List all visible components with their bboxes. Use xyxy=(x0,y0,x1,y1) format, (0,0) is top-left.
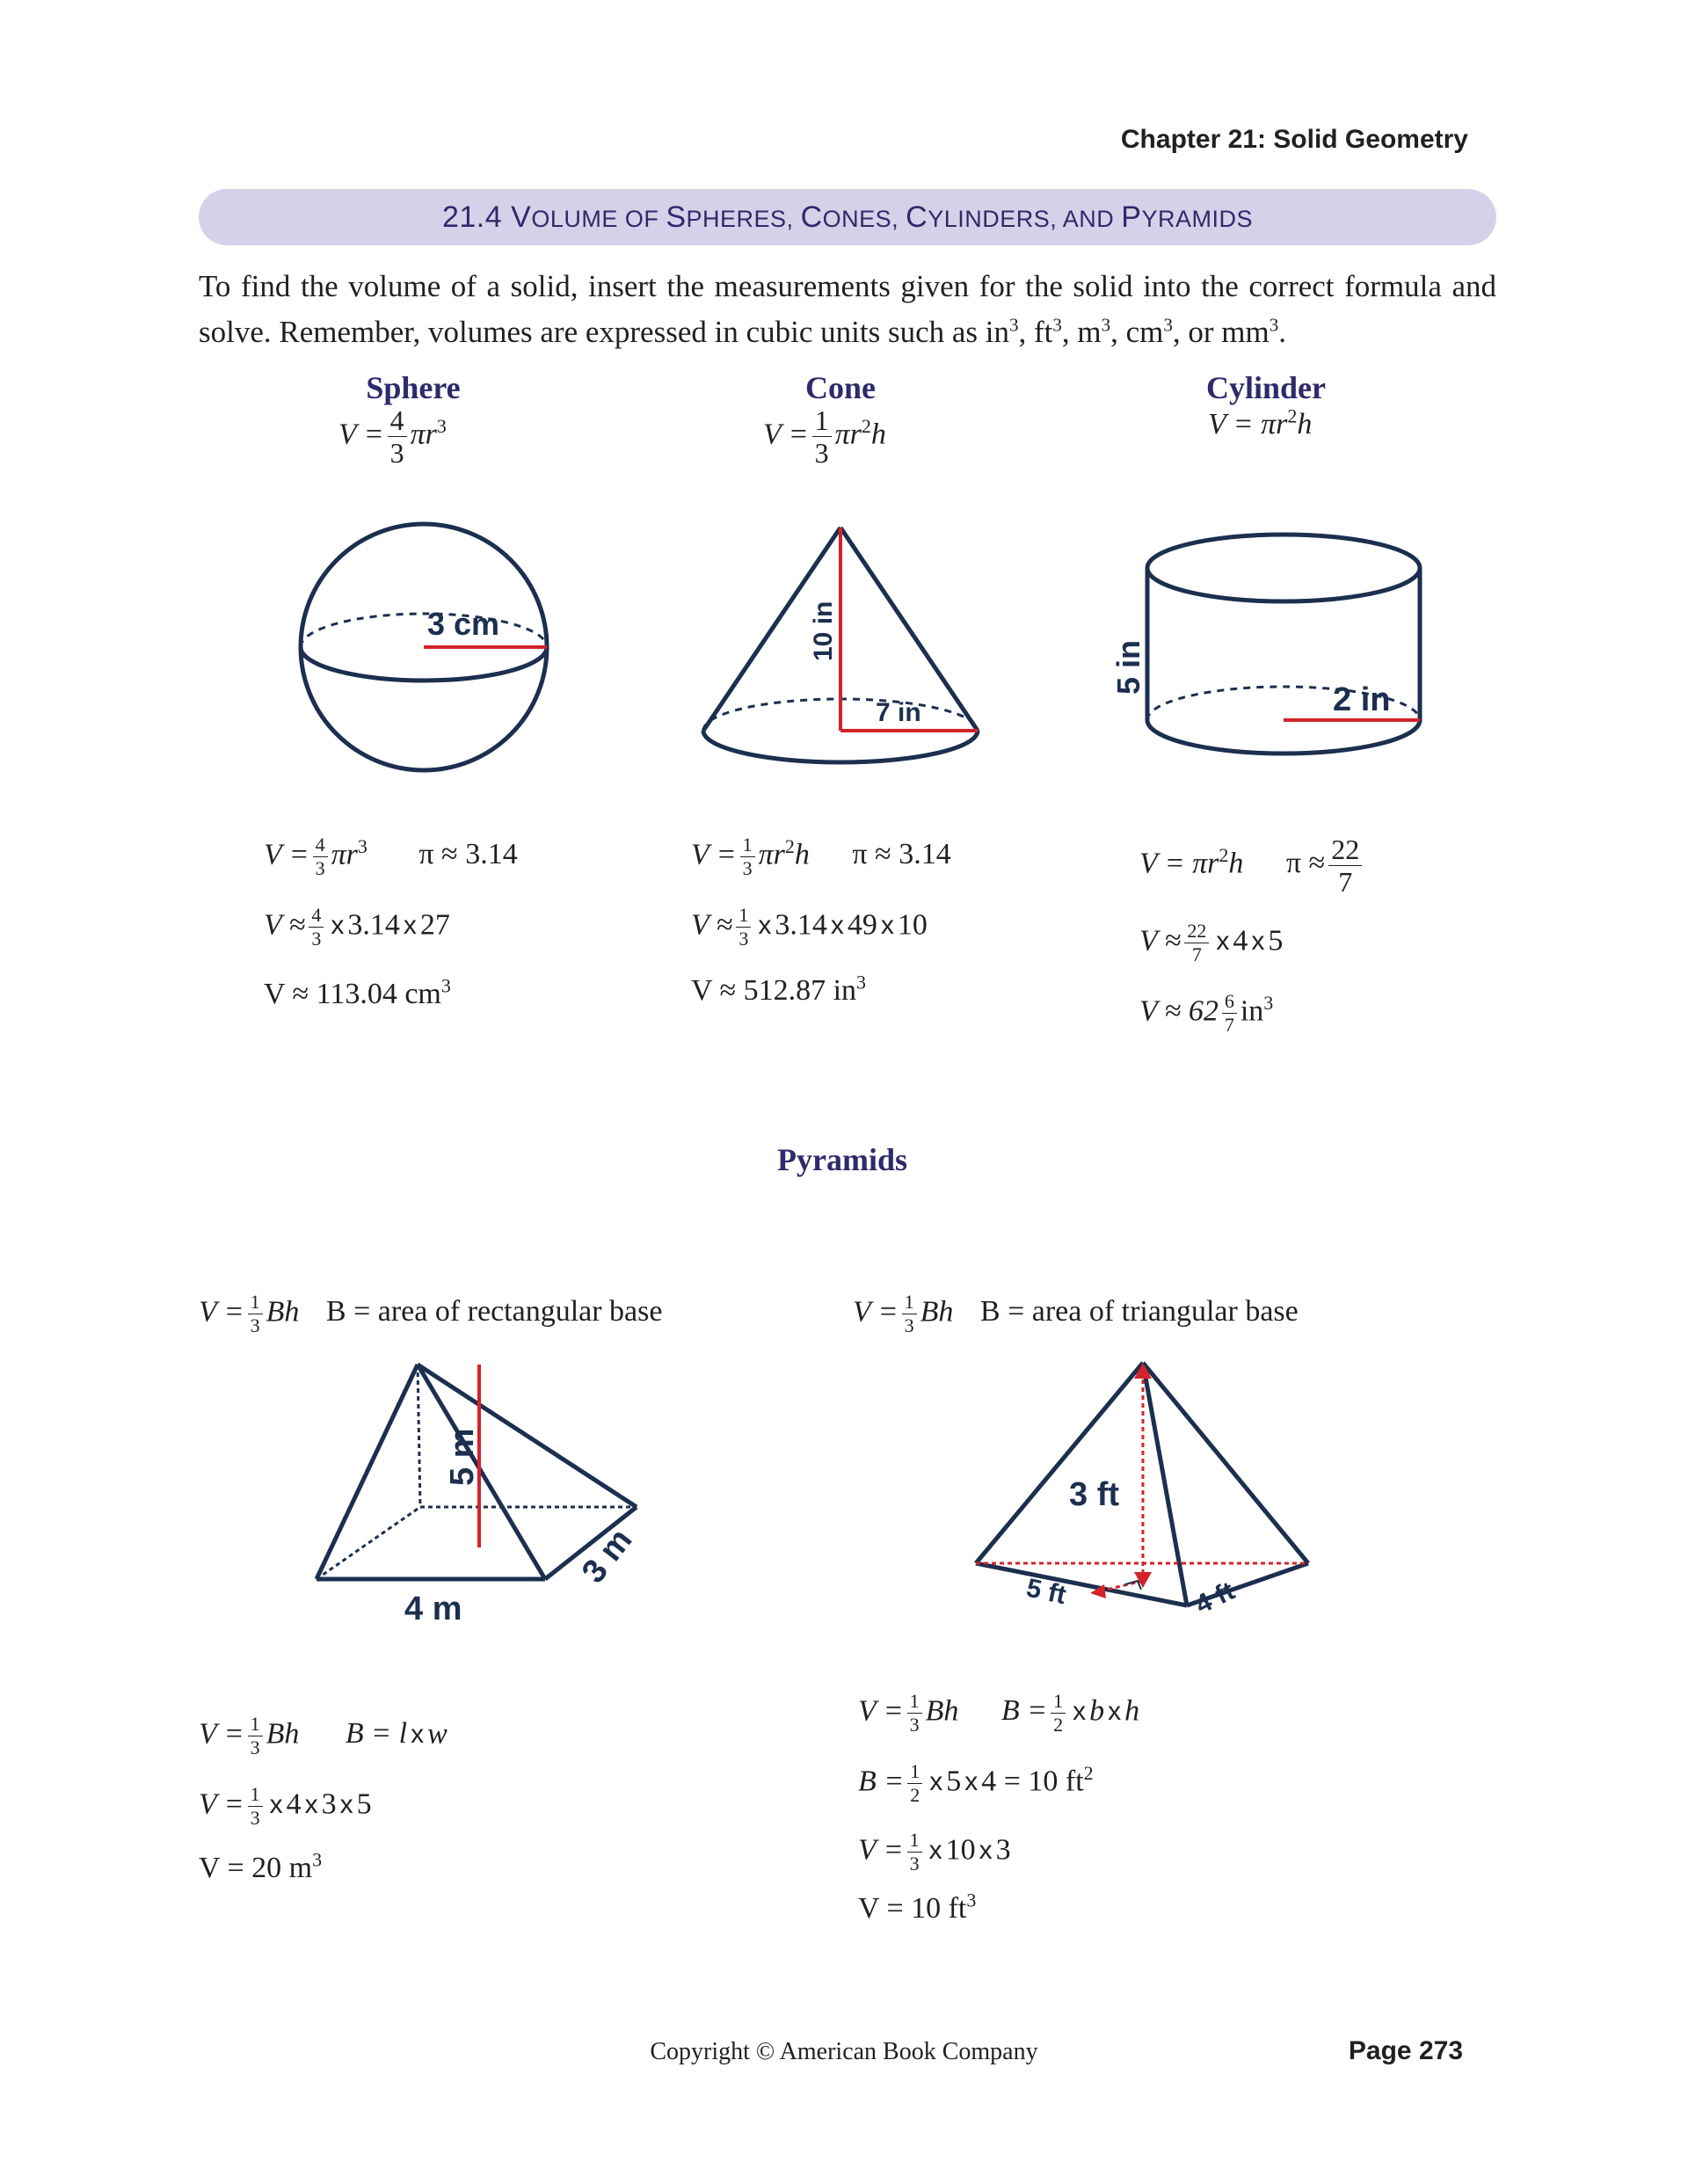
rect-work-line1: V = $\frac{1}{3}$ Bh B = l x w xyxy=(199,1713,447,1758)
section-title: 21.4 VOLUME OF SPHERES, CONES, CYLINDERS, AND PYRAMIDS xyxy=(441,200,1253,234)
tri-work-line4: V = 10 $ft^3$ xyxy=(858,1889,977,1925)
cylinder-radius-label: 2 in xyxy=(1333,681,1391,718)
cylinder-work-line3: V ≈ 62 $\frac{6}{7}$ $in^3$ xyxy=(1139,990,1274,1036)
cone-heading: Cone xyxy=(805,370,876,405)
tri-work-line1: V = $\frac{1}{3}$ Bh B = $\frac{1}{2}$ x b x h xyxy=(858,1690,1140,1736)
page-number: Page 273 xyxy=(1348,2036,1463,2065)
cylinder-formula: $V = \pi r^2h$ xyxy=(1208,404,1313,440)
sphere-work-line2: V ≈ $\frac{4}{3}$ x 3.14 x 27 xyxy=(264,904,450,950)
sphere-formula: V = $\frac{4}{3}$ $\pi r^3$ xyxy=(338,404,447,469)
cone-formula: V = $\frac{1}{3}$ $\pi r^2h$ xyxy=(763,404,886,469)
cylinder-work-line2: V ≈ $\frac{22}{7}$ x 4 x 5 xyxy=(1139,920,1284,965)
tri-work-line3: V = $\frac{1}{3}$ x 10 x 3 xyxy=(858,1829,1011,1875)
rect-pyramid-height-label: 5 m xyxy=(444,1428,481,1486)
rect-pyramid-depth-label: 3 m xyxy=(574,1522,640,1591)
rect-pyramid-formula: V = $\frac{1}{3}$ Bh B = area of rectangular base xyxy=(199,1291,663,1336)
tri-pyramid-figure xyxy=(967,1345,1336,1635)
tri-pyramid-base-label: 5 ft xyxy=(1023,1573,1069,1611)
cone-work-line3: V ≈ 512.87 $in^3$ xyxy=(691,971,867,1007)
tri-work-line2: B = $\frac{1}{2}$ x 5 x 4 = 10 $ft^2$ xyxy=(858,1760,1094,1806)
tri-pyramid-side-label: 4 ft xyxy=(1190,1576,1240,1620)
sphere-work-line1: V = $\frac{4}{3}$ $\pi r^3$ π ≈ 3.14 xyxy=(264,834,518,879)
rect-pyramid-width-label: 4 m xyxy=(404,1591,462,1627)
cone-work-line1: V = $\frac{1}{3}$ $\pi r^2h$ π ≈ 3.14 xyxy=(691,834,951,879)
cylinder-work-line1: $V = \pi r^2h$ π ≈ $\frac{22}{7}$ xyxy=(1139,835,1365,896)
cone-work-line2: V ≈ $\frac{1}{3}$ x 3.14 x 49 x 10 xyxy=(691,904,928,950)
cone-figure xyxy=(700,521,999,784)
pyramids-heading: Pyramids xyxy=(777,1142,907,1177)
tri-pyramid-formula: V = $\frac{1}{3}$ Bh B = area of triangular base xyxy=(853,1291,1299,1336)
sphere-figure xyxy=(281,519,563,809)
sphere-radius-label: 3 cm xyxy=(427,606,500,642)
cylinder-figure xyxy=(1110,528,1442,791)
sphere-heading: Sphere xyxy=(366,370,461,405)
cylinder-heading: Cylinder xyxy=(1205,370,1326,405)
tri-pyramid-height-label: 3 ft xyxy=(1069,1476,1119,1513)
rect-work-line2: V = $\frac{1}{3}$ x 4 x 3 x 5 xyxy=(199,1783,372,1829)
cone-height-label: 10 in xyxy=(809,601,838,661)
sphere-work-line3: V ≈ 113.04 $cm^3$ xyxy=(264,974,451,1010)
chapter-header: Chapter 21: Solid Geometry xyxy=(1120,125,1468,154)
cylinder-height-label: 5 in xyxy=(1110,639,1146,695)
cone-radius-label: 7 in xyxy=(876,698,921,727)
rect-pyramid-figure xyxy=(299,1336,668,1635)
copyright-footer: Copyright © American Book Company xyxy=(650,2038,1038,2065)
rect-work-line3: V = 20 $m^3$ xyxy=(199,1848,323,1884)
intro-paragraph: To find the volume of a solid, insert the measurements given for the solid into the correct formula and solve. Remember, volumes are expressed in cubic units such as $in^3$, $ft^3$, $m^3$, $cm^3$, or $mm^3$. xyxy=(199,269,1496,349)
